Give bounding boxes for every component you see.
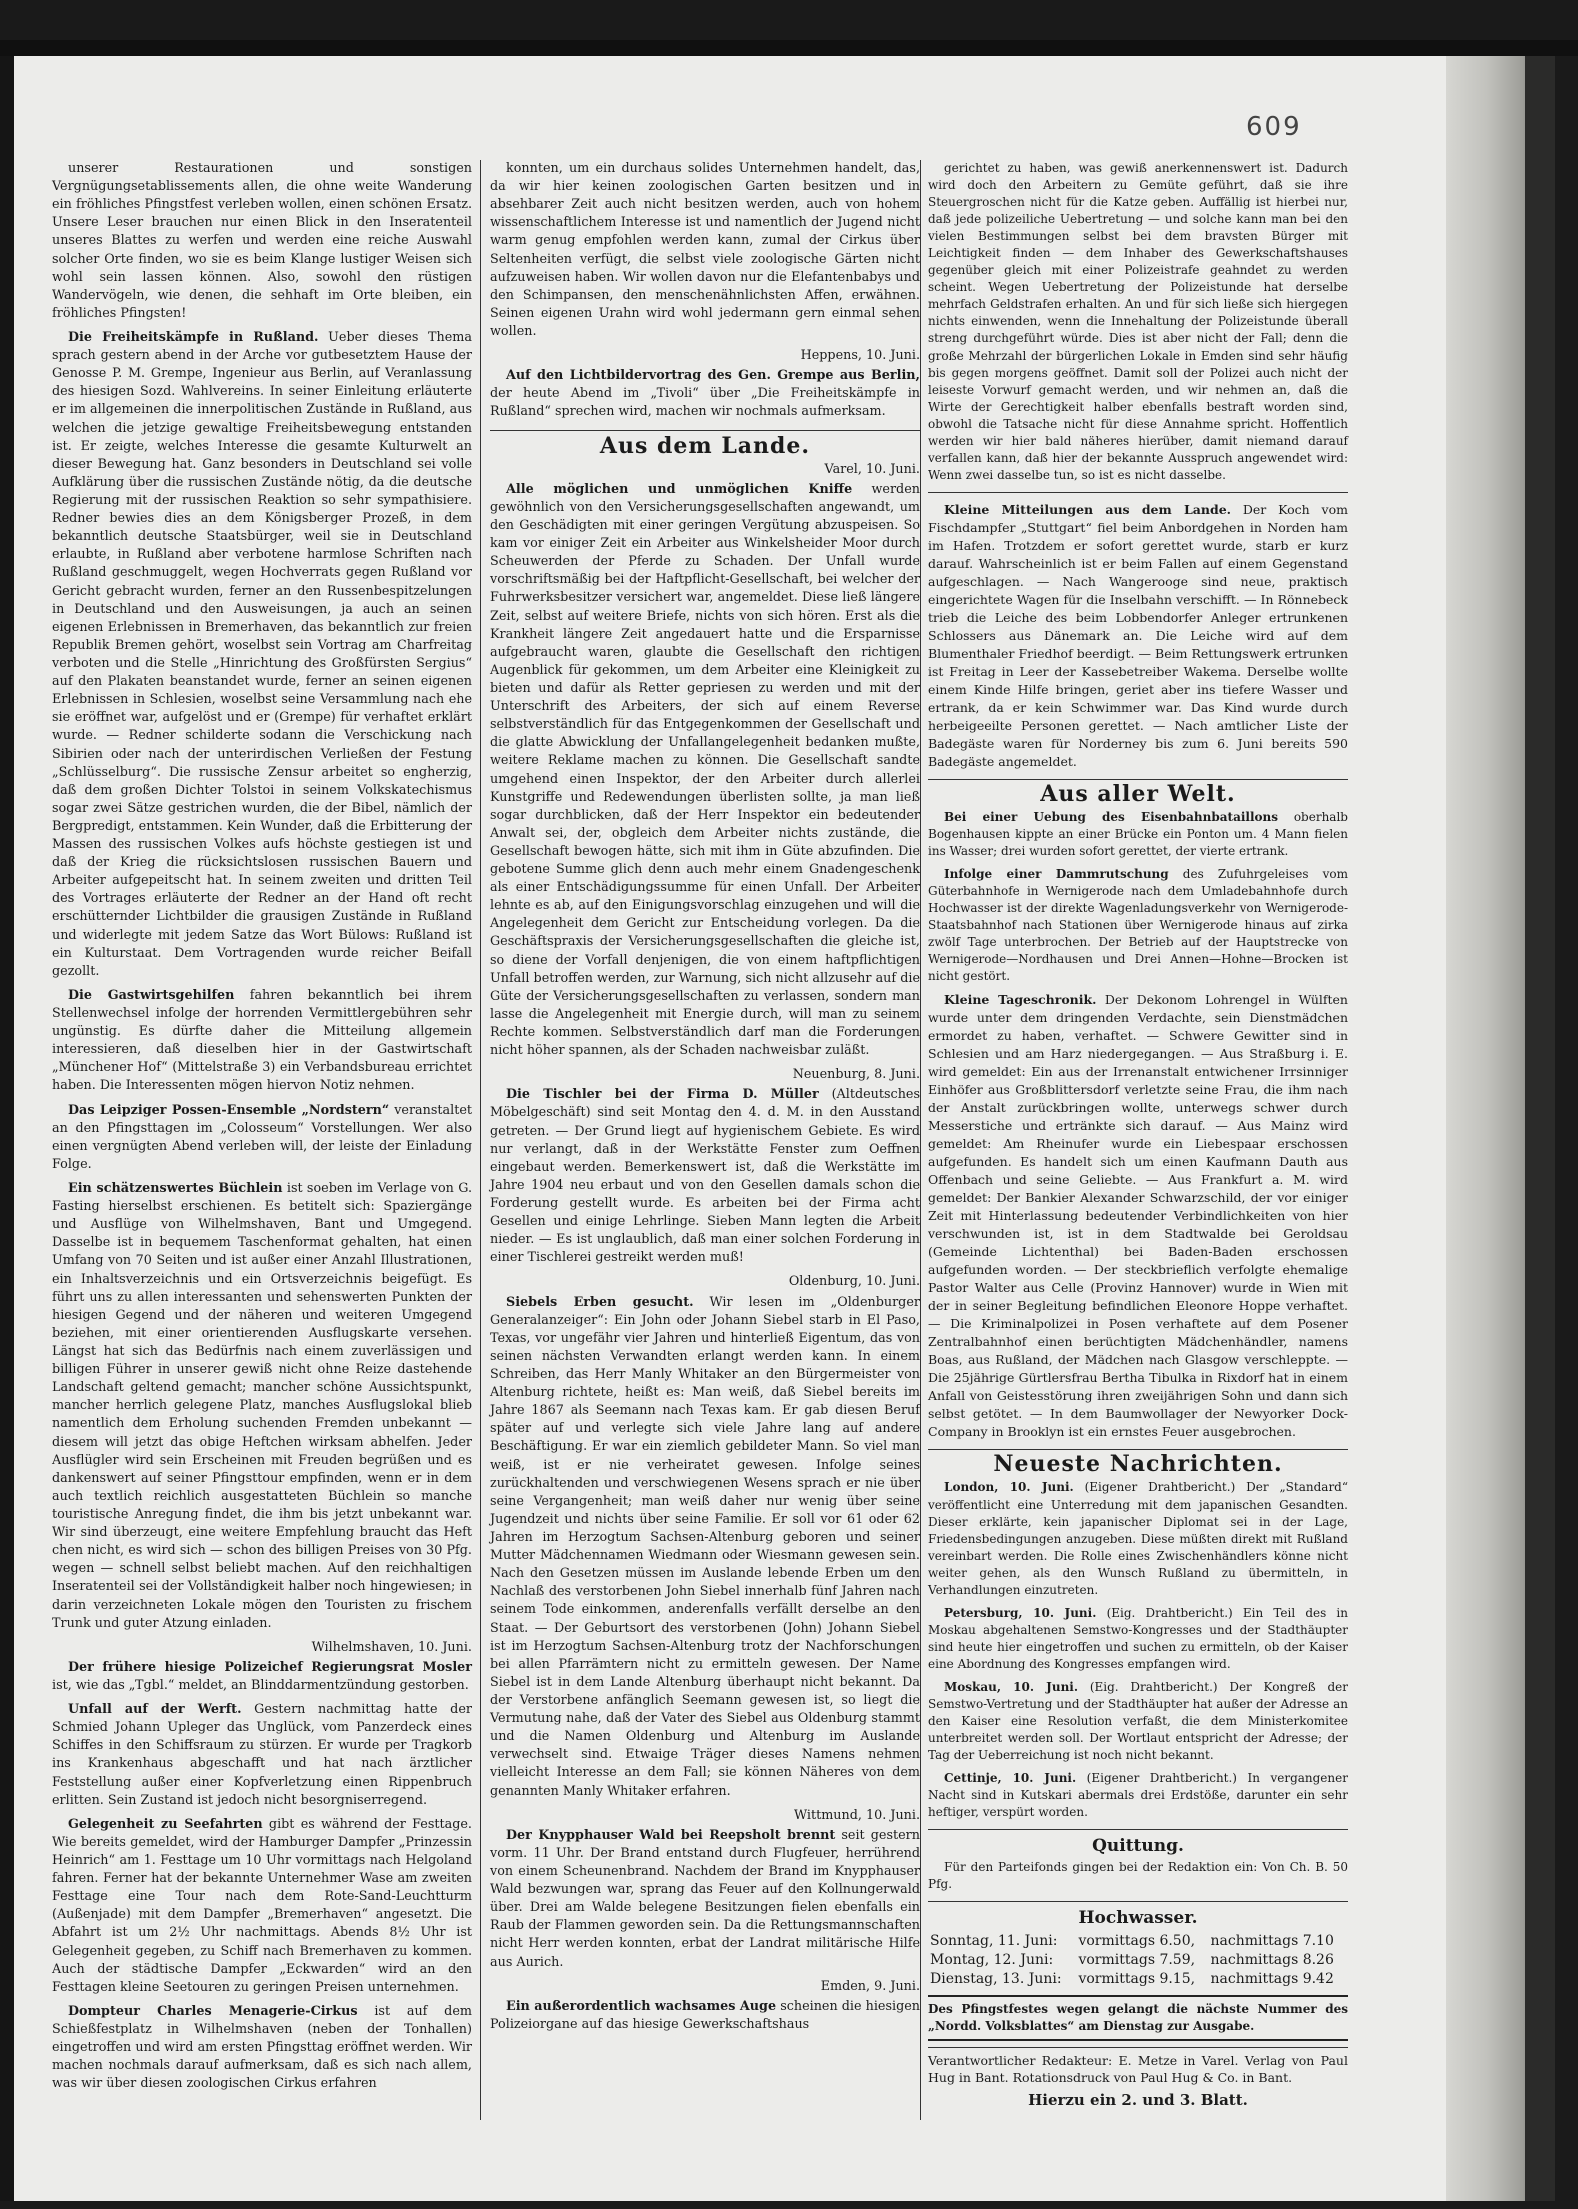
hochwasser-heading: Hochwasser. <box>1078 1908 1198 1929</box>
article <box>490 367 920 421</box>
article-text: des Zufuhrgeleises vom Güterbahnhofe in Wernigerode nach dem Umladebahnhofe durch Hochwasser ist der direkte Wagenladungsverkehr von Wernigerode-Staatsbahnhof nach Stationen über Wernigerode hinaus auf zirka zwölf Tage unterbrochen. Der Betrieb auf der Hauptstrecke von Wernigerode—Nordhausen und Drei Annen—Hohne—Brocken ist nicht gestört. <box>928 867 1348 984</box>
article <box>928 809 1348 860</box>
article-text: Wir lesen im „Oldenburger Generalanzeiger“: Ein John oder Johann Siebel starb in El Paso, Texas, vor ungefähr vier Jahren und hinterließ Eigentum, das von seinen nächsten Verwandten erlangt werden kann. In einem Schreiben, das Herr Manly Whitaker an den Bürgermeister von Altenburg richtete, heißt es: Man weiß, daß Siebel bereits im Jahre 1867 als Seemann nach Texas kam. Er gab diesen Beruf später auf und verlegte sich viele Jahre lang auf andere Beschäftigung. Er war ein ziemlich gebildeter Mann. So viel man weiß, ist er nie verheiratet gewesen. Infolge seines zurückhaltenden und verschwiegenen Wesens sprach er nie über seine Vergangenheit; man weiß daher nur wenig über seine Jugendzeit und nichts über seine Familie. Er soll vor 61 oder 62 Jahren im Herzogtum Sachsen-Altenburg geboren und seiner Mutter Mädchennamen Wiedmann oder Wiesmann gewesen sein. Nach den Gesetzen müssen im Auslande lebende Erben um den Nachlaß des verstorbenen John Siebel innerhalb fünf Jahren nach seinem Tode einkommen, anderenfalls verfällt derselbe an den Staat. — Der Geburtsort des verstorbenen (John) Johann Siebel ist im Herzogtum Sachsen-Altenburg trotz der Nachforschungen bei allen Pfarrämtern nicht zu ermitteln gewesen. Der Name Siebel ist in dem Lande Altenburg überhaupt nicht bekannt. Da der Verstorbene anfänglich Seemann gewesen ist, so liegt die Vermutung nahe, daß der Vater des Siebel aus Oldenburg stammt und die Namen Oldenburg und Altenburg im Auslande verwechselt sind. Etwaige Träger dieses Namens nehmen vielleicht Interesse an dem Fall; sie können Näheres von dem genannten Manly Whitaker erfahren. <box>490 1294 920 1799</box>
article-text: Der Koch vom Fischdampfer „Stuttgart“ fiel beim Anbordgehen in Norden ham im Hafen. Trotzdem er sofort gerettet wurde, starb er kurz darauf. Wahrscheinlich ist er beim Fallen auf einem Gegenstand aufgeschlagen. — Nach Wangerooge sind neue, praktisch eingerichtete Wagen für die Inselbahn verschifft. — In Rönnebeck trieb die Leiche des beim Lobbendorfer Anleger ertrunkenen Schlossers aus Dänemark an. Die Leiche wird auf dem Blumenthaler Friedhof beerdigt. — Beim Rettungswerk ertrunken ist Freitag in Leer der Kassebetreiber Wakema. Derselbe wollte einem Kinde Hilfe bringen, geriet aber ins tiefere Wasser und ertrank, da er kein Schwimmer war. Das Kind wurde durch herbeigeeilte Personen gerettet. — Nach amtlicher Liste der Badegäste waren für Norderney bis zum 6. Juni bereits 590 Badegäste angemeldet. <box>928 501 1348 769</box>
article-headline: Bei einer Uebung des Eisenbahnbataillons <box>944 809 1279 824</box>
article <box>52 1180 472 1633</box>
article-text: (Altdeutsches Möbelgeschäft) sind seit Montag den 4. d. M. in den Ausstand getreten. — Der Grund liegt auf hygienischem Gebiete. Es wird nur verlangt, daß in der Werkstätte Fenster zum Oeffnen eingebaut werden. Bemerkenswert ist, daß die Werkstätte im Jahre 1904 neu erbaut und von den Gesellen damals schon die Forderung gestellt wurde. Es arbeiten bei der Firma acht Gesellen und einige Lehrlinge. Sieben Mann legten die Arbeit nieder. — Es ist unglaublich, daß man einer solchen Forderung in einer Tischlerei gestreikt werden muß! <box>490 1087 920 1266</box>
article <box>490 481 920 1061</box>
hw-day: Montag, 12. Juni: <box>930 1951 1054 1968</box>
article-text: fahren bekanntlich bei ihrem Stellenwechsel infolge der horrenden Vermittlergebühren sehr ungünstig. Es dürfte daher die Mitteilung allgemein interessieren, daß dieselben hier in der Gastwirtschaft „Münchener Hof“ (Mittelstraße 3) ein Verbandsbureau errichtet haben. Die Interessenten mögen hiervon Notiz nehmen. <box>52 987 472 1094</box>
book-spine-shadow <box>1525 56 1555 2201</box>
article <box>52 1102 472 1174</box>
article-text: (Eig. Drahtbericht.) Ein Teil des in Moskau abgehaltenen Semstwo-Kongresses und der Stadthäupter sind heute hier eingetroffen und suchen zu ermitteln, ob der Kaiser eine Abordnung des Kongresses empfangen wird. <box>928 1605 1348 1671</box>
quittung-text: Für den Parteifonds gingen bei der Redaktion ein: Von Ch. B. 50 Pfg. <box>928 1860 1348 1892</box>
scan-frame-top <box>0 40 1578 56</box>
hw-morning: vormittags 7.59, <box>1078 1951 1196 1968</box>
hw-morning: vormittags 9.15, <box>1078 1970 1196 1987</box>
divider <box>928 492 1348 493</box>
hw-day: Sonntag, 11. Juni: <box>930 1932 1058 1949</box>
article-headline: Die Gastwirtsgehilfen <box>68 987 235 1003</box>
article <box>490 1294 920 1801</box>
article-headline: Cettinje, 10. Juni. <box>944 1771 1077 1786</box>
hw-afternoon: nachmittags 9.42 <box>1210 1970 1334 1987</box>
article-text: werden gewöhnlich von den Versicherungsgesellschaften angewandt, um den Geschädigten mit einer geringen Vergütung abzuspeisen. So kam vor einiger Zeit ein Arbeiter aus Winkelsheider Moor durch Scheuwerden der Pferde zu Schaden. Der Unfall wurde vorschriftsmäßig bei der Haftpflicht-Gesellschaft, bei welcher der Fuhrwerksbesitzer versichert war, angemeldet. Diese ließ längere Zeit, selbst auf weitere Briefe, nichts von sich hören. Erst als die Krankheit längere Zeit angedauert hatte und die Ersparnisse aufgebraucht waren, glaubte die Gesellschaft den richtigen Augenblick für gekommen, um dem Arbeiter eine Kleinigkeit zu bieten und dafür als Retter gepriesen zu werden und mit der Unterschrift des Arbeiters, der sich auf einem Reverse selbstverständlich für das Entgegenkommen der Gesellschaft und die glatte Abwicklung der Unfallangelegenheit bedanken mußte, weitere Reklame machen zu können. Die Gesellschaft sandte umgehend einen Inspektor, der den Arbeiter durch allerlei Kunstgriffe und Redewendungen überlisten sollte, ja man ließ sogar durchblicken, daß der Herr Inspektor ein bedeutender Anwalt sei, der, obgleich dem Arbeiter nichts zuständе, die Gesellschaft bewogen hätte, sich mit ihm in Güte abzufinden. Die gebotene Summe glich denn auch mehr einem Gnadengeschenk als einer Entschädigungssumme für einen Unfall. Der Arbeiter lehnte es ab, auf den Einigungsvorschlag einzugehen und will die Angelegenheit dem Gericht zur Entscheidung vorlegen. Da die Geschäftspraxis der Versicherungsgesellschaften die gleiche ist, so diene der Vorfall denjenigen, die von einem haftpflichtigen Unfall betroffen werden, zur Warnung, sich nicht allzusehr auf die Güte der Versicherungsgesellschaften zu verlassen, sondern man lasse die Angelegenheit mit Energie durch, will man zu seinem Rechte kommen. Selbstverständlich darf man die Forderungen nicht höher spannen, als der Schaden nachweisbar zuläßt. <box>490 481 920 1059</box>
table-row <box>928 1932 1348 1951</box>
article-headline: Alle möglichen und unmöglichen Kniffe <box>506 481 853 497</box>
divider <box>928 1901 1348 1902</box>
article <box>52 987 472 1096</box>
dateline: Wittmund, 10. Juni. <box>794 1807 920 1823</box>
article <box>928 1605 1348 1673</box>
article <box>490 1086 920 1267</box>
article-text: oberhalb Bogenhausen kippte an einer Brücke ein Ponton um. 4 Mann fielen ins Wasser; drei wurden sofort gerettet, der vierte ertrank. <box>928 809 1348 859</box>
article-headline: Petersburg, 10. Juni. <box>944 1605 1097 1620</box>
article-headline: Siebels Erben gesucht. <box>506 1294 694 1310</box>
article <box>52 1816 472 1997</box>
hw-morning: vormittags 6.50, <box>1078 1932 1196 1949</box>
article <box>52 1701 472 1810</box>
section-heading: Aus aller Welt. <box>928 779 1348 803</box>
article-headline: Kleine Mitteilungen aus dem Lande. <box>944 501 1231 517</box>
article <box>928 1679 1348 1764</box>
article-headline: Der Knypphauser Wald bei Reepsholt brennt <box>506 1827 836 1843</box>
article <box>928 501 1348 771</box>
article <box>490 1827 920 1972</box>
article-text: ist soeben im Verlage von G. Fasting hierselbst erschienen. Es betitelt sich: Spaziergänge und Ausflüge von Wilhelmshaven, Bant und Umgegend. Dasselbe ist in bequemem Taschenformat gehalten, hat einen Umfang von 70 Seiten und ist außer einer Anzahl Illustrationen, ein Inhaltsverzeichnis und ein Ortsverzeichnis beigefügt. Es führt uns zu allen interessanten und sehenswerten Punkten der hiesigen Gegend und der näheren und weiteren Umgegend beziehen, mit einer orientierenden Ausflugskarte versehen. Längst hat sich das Bedürfnis nach einem zuverlässigen und billigen Führer in unserer gewiß nicht ohne Reize dastehende Landschaft geltend gemacht; mancher schöne Aussichtspunkt, mancher herrlich gelegene Platz, manches Ausflugslokal blieb namentlich dem Erholung suchenden Fremden unbekannt — diesem will jetzt das obige Heftchen wirksam abhelfen. Jeder Ausflügler wird sein Erscheinen mit Freuden begrüßen und es dankenswert auf seiner Pfingsttour empfinden, wenn er in dem auch textlich reichlich ausgestatteten Büchlein so manche touristische Anregung findet, die ihm bis jetzt unbekannt war. Wir sind überzeugt, eine weitere Empfehlung braucht das Heft chen nicht, es wird sich — schon des billigen Preises von 30 Pfg. wegen — schnell selbst beliebt machen. Auf den reichhaltigen Inseratenteil sei der Vollständigkeit halber noch hingewiesen; in darin verzeichneten Lokale mögen den Touristen zu frischem Trunk und guter Atzung einladen. <box>52 1181 472 1631</box>
article <box>928 1479 1348 1598</box>
article <box>490 1998 920 2034</box>
article-headline: Das Leipziger Possen-Ensemble „Nordstern“ <box>68 1102 390 1118</box>
article-headline: Die Tischler bei der Firma D. Müller <box>506 1087 819 1103</box>
article-text: Gestern nachmittag hatte der Schmied Johann Upleger das Unglück, vom Panzerdeck eines Schiffes in den Schiffsraum zu stürzen. Er wurde per Tragkorb ins Krankenhaus abgeschafft und hat nach ärztlicher Feststellung außer einer Kopfverletzung einen Rippenbruch erlitten. Sein Zustand ist jedoch nicht besorgniserregend. <box>52 1702 472 1808</box>
hochwasser-table <box>928 1932 1348 1989</box>
article-headline: Gelegenheit zu Seefahrten <box>68 1816 263 1832</box>
article-headline: Die Freiheitskämpfe in Rußland. <box>68 329 319 345</box>
article-headline: Auf den Lichtbildervortrag des Gen. Grempe aus Berlin, <box>506 368 920 384</box>
article-text: scheinen die hiesigen Polizeiorgane auf das hiesige Gewerkschaftshaus <box>490 1998 920 2032</box>
section-heading: Aus dem Lande. <box>490 430 920 455</box>
article-text: (Eig. Drahtbericht.) Der Kongreß der Semstwo-Vertretung und der Stadthäupter hat außer der Adresse an den Kaiser eine Resolution verfaßt, die dem Ministerkomitee unterbreitet werden soll. Der Wortlaut entspricht der Adresse; der Tag der Ueberreichung ist noch nicht bekannt. <box>928 1679 1348 1763</box>
divider <box>928 1829 1348 1830</box>
article <box>52 329 472 981</box>
article-text: seit gestern vorm. 11 Uhr. Der Brand entstand durch Flugfeuer, herrührend von einem Scheunenbrand. Nachdem der Brand im Knypphauser Wald bezwungen war, sprang das Feuer auf den Kollnungerwald über. Drei am Walde belegene Besitzungen fielen ebenfalls ein Raub der Flammen geworden sein. Da die Rettungsmannschaften nicht Herr werden konnten, erbat der Landrat militärische Hilfe aus Aurich. <box>490 1827 920 1970</box>
dateline: Wilhelmshaven, 10. Juni. <box>311 1639 472 1655</box>
article-text: Der Dekonom Lohrengel in Wülften wurde unter dem dringenden Verdachte, sein Dienstmädchen ermordet zu haben, verhaftet. — Schwere Gewitter sind in Schlesien und am Harz niedergegangen. — Aus Straßburg i. E. wird gemeldet: Ein aus der Irrenanstalt entwichener Irrsinniger Einhöfer aus Großblittersdorf verletzte seine Frau, die ihm nach der Anstalt zurückbringen wollte, unterwegs schwer durch Messerstiche und ertränkte sich darauf. — Aus Mainz wird gemeldet: Am Rheinufer wurde ein Liebespaar erschossen aufgefunden. Es handelt sich um einen Kaufmann Dauth aus Offenbach und seine Geliebte. — Aus Frankfurt a. M. wird gemeldet: Der Bankier Alexander Schwarzschild, der vor einiger Zeit mit Hinterlassung bedeutender Verbindlichkeiten von hier verschwunden ist, ist in dem Stadtwalde bei Geroldsau (Gemeinde Lichtenthal) bei Baden-Baden erschossen aufgefunden worden. — Der steckbrieflich verfolgte ehemalige Pastor Walter aus Celle (Provinz Hannover) wurde in Wien mit der in seiner Begleitung befindlichen Eleonore Hoppe verhaftet. — Die Kriminalpolizei in Posen verhaftete auf dem Posener Zentralbahnhof einen berüchtigten Mädchenhändler, namens Boas, aus Rußland, der Mädchen nach Glasgow verschleppte. — Die 25jährige Gürtlersfrau Bertha Tibulka in Rixdorf hat in einem Anfall von Geistesstörung ihren zweijährigen Sohn und dann sich selbst getötet. — In dem Baumwollager der Newyorker Dock-Company in Brooklyn ist ein ernstes Feuer ausgebrochen. <box>928 992 1348 1440</box>
dateline: Neuenburg, 8. Juni. <box>792 1067 920 1083</box>
article-text: ist auf dem Schießfestplatz in Wilhelmshaven (neben der Tonhallen) eingetroffen und wird am ersten Pfingsttag eröffnet werden. Wir machen nochmals darauf aufmerksam, daß es sich nach allem, was wir über diesen zoologischen Cirkus erfahren <box>52 2003 472 2092</box>
article-headline: Moskau, 10. Juni. <box>944 1679 1079 1694</box>
hw-afternoon: nachmittags 8.26 <box>1210 1951 1334 1968</box>
column-1 <box>52 160 472 2099</box>
section-heading: Neueste Nachrichten. <box>928 1449 1348 1473</box>
dateline: Emden, 9. Juni. <box>820 1978 920 1994</box>
article-headline: Dompteur Charles Menagerie-Cirkus <box>68 2003 358 2019</box>
article-text: gerichtet zu haben, was gewiß anerkennenswert ist. Dadurch wird doch den Arbeitern zu Gemüte geführt, daß sie ihre Steuergroschen nicht für die Katze geben. Auffällig ist hierbei nur, daß jede polizeiliche Uebertretung — und solche kann man bei den vielen Bestimmungen selbst bei dem bravsten Bürger mit Leichtigkeit finden — dem Inhaber des Gewerkschaftshauses gegenüber gleich mit einer Polizeistrafe geahndet zu werden scheint. Wegen Uebertretung der Polizeistunde hat derselbe mehrfach Geldstrafen erhalten. An und für sich ließe sich hiergegen nichts einwenden, wenn die Innehaltung der Polizeistunde überall streng durchgeführt würde. Dies ist aber nicht der Fall; denn die große Mehrzahl der bürgerlichen Lokale in Emden sind sehr häufig bis gegen morgens geöffnet. Damit soll der Polizei auch nicht der leiseste Vorwurf gemacht werden, und wir nehmen an, daß die Wirte der Gerechtigkeit halber ebenfalls bestraft worden sind, obwohl die Tatsache nicht für diese Annahme spricht. Hoffentlich werden wir hier bald näheres hierüber, damit niemand darauf verfallen kann, daß hier der bekannte Ausspruch angewendet wird: Wenn zwei dasselbe tun, so ist es nicht dasselbe. <box>928 161 1348 482</box>
column-rule <box>920 160 921 2120</box>
column-3 <box>928 160 1348 2109</box>
hw-day: Dienstag, 13. Juni: <box>930 1970 1062 1987</box>
article-text: der heute Abend im „Tivoli“ über „Die Freiheitskämpfe in Rußland“ sprechen wird, machen wir nochmals aufmerksam. <box>490 386 920 420</box>
quittung-heading: Quittung. <box>1092 1836 1184 1857</box>
article-headline: Ein schätzenswertes Büchlein <box>68 1181 283 1197</box>
article <box>928 866 1348 985</box>
article <box>52 2003 472 2094</box>
column-rule <box>480 160 481 2120</box>
table-row <box>928 1970 1348 1989</box>
hw-afternoon: nachmittags 7.10 <box>1210 1932 1334 1949</box>
imprint: Verantwortlicher Redakteur: E. Metze in Varel. Verlag von Paul Hug in Bant. Rotationsdruck von Paul Hug & Co. in Bant. <box>928 2047 1348 2086</box>
scan-frame-left <box>0 56 14 2201</box>
article-headline: Kleine Tageschronik. <box>944 992 1097 1008</box>
article <box>52 1659 472 1695</box>
article <box>928 1770 1348 1821</box>
article <box>928 991 1348 1441</box>
article-headline: Unfall auf der Werft. <box>68 1702 242 1718</box>
column-2 <box>490 160 920 2040</box>
dateline: Oldenburg, 10. Juni. <box>788 1274 920 1290</box>
article-headline: Ein außerordentlich wachsames Auge <box>506 1998 777 2014</box>
dateline: Heppens, 10. Juni. <box>800 348 920 364</box>
article-text: unserer Restaurationen und sonstigen Vergnügungsetablissements allen, die ohne weite Wanderung ein fröhliches Pfingstfest verleben wollen, einen schönen Ersatz. Unsere Leser brauchen nur einen Blick in den Inseratenteil unseres Blattes zu werfen und werden eine reiche Auswahl solcher Orte finden, wo sie es beim Klange lustiger Weisen sich wohl sein lassen können. Also, sowohl den rüstigen Wandervögeln, wie denen, die sehhaft im Orte bleiben, ein fröhliches Pfingsten! <box>52 161 472 321</box>
supplement-note: Hierzu ein 2. und 3. Blatt. <box>1028 2090 1248 2109</box>
page-number: 609 <box>1246 112 1302 142</box>
article-text: Ueber dieses Thema sprach gestern abend in der Arche vor gutbesetztem Hause der Genosse P. M. Grempe, Ingenieur aus Berlin, auf Veranlassung des hiesigen Sozd. Wahlvereins. In seiner Einleitung erläuterte er im allgemeinen die innerpolitischen Zustände in Rußland, aus welchen die jetzige gewaltige Freiheitsbewegung entstanden ist. Er zeigte, welches Interesse die gesamte Kulturwelt an dieser Bewegung hat. Ganz besonders in Deutschland sei volle Aufklärung über die russischen Zustände nötig, da die deutsche Regierung mit der russischen Reaktion so sehr sympathisiere. Redner bewies dies an dem Königsberger Prozeß, in dem bekanntlich deutsche Staatsbürger, weil sie in Deutschland erlaubte, in Rußland aber verbotene harmlose Schriften nach Rußland geschmuggelt, wegen Hochverrats gegen Rußland vor Gericht gebracht wurden, ferner an den Russenbespitzelungen in Deutschland und den Ausweisungen, ja auch an seinen eigenen Erlebnissen in Bremerhaven, das bekanntlich zur freien Republik Bremen gehört, woselbst sein Vortrag am Charfreitag verboten und die Stelle „Hinrichtung des Großfürsten Sergius“ auf den Plakaten beanstandet wurde, ferner an seinen eigenen Erlebnissen in Schlesien, woselbst seine Versammlung nach ehe sie eröffnet war, aufgelöst und er (Grempe) für verhaftet erklärt wurde. — Redner schilderte sodann die Verschickung nach Sibirien oder nach der unterirdischen Verließen der Festung „Schlüsselburg“. Die russische Zensur arbeitet so engherzig, daß dem großen Dichter Tolstoi in seinem Volkskatechismus sogar zwei Sätze gestrichen wurden, die der Bibel, nämlich der Bergpredigt, entstammen. Kein Wunder, daß die Erbitterung der Massen des russischen Volkes aufs höchste gestiegen ist und daß der Krieg die rücksichtslosen russischen Bauern und Arbeiter aufgepeitscht hat. In seinem zweiten und dritten Teil des Vortrages erläuterte der Redner an der Hand oft recht erschütternder Lichtbilder die grausigen Zustände in Rußland und widerlegte mit jedem Satze das Wort Bülows: Rußland ist ein Kulturstaat. Dem Vortragenden wurde reicher Beifall gezollt. <box>52 329 472 979</box>
article-headline: Der frühere hiesige Polizeichef Regierungsrat Mosler <box>68 1659 472 1675</box>
notice-box <box>928 1995 1348 2041</box>
article-text: veranstaltet an den Pfingsttagen im „Colosseum“ Vorstellungen. Wer also einen vergnügten Abend verleben will, der leiste der Einladung Folge. <box>52 1102 472 1172</box>
article-headline: London, 10. Juni. <box>944 1480 1074 1495</box>
article-text: (Eigener Drahtbericht.) Der „Standard“ veröffentlicht eine Unterredung mit dem japanischen Gesandten. Dieser erklärte, kein japanischer Diplomat sei in der Lage, Friedensbedingungen anzugeben. Diese müßten direkt mit Rußland vereinbart werden. Die Rolle eines Zwischenhändlers könne nicht weiter gehen, als den Wunsch Rußland zu übermitteln, in Verhandlungen einzutreten. <box>928 1480 1348 1597</box>
article-text: (Eigener Drahtbericht.) In vergangener Nacht sind in Kutskari abermals drei Erdstöße, darunter ein sehr heftiger, verspürt worden. <box>928 1771 1348 1820</box>
article-text: konnten, um ein durchaus solides Unternehmen handelt, das, da wir hier keinen zoologischen Garten besitzen und in absehbarer Zeit auch nicht besitzen werden, auch von hohem wissenschaftlichem Interesse ist und namentlich der Jugend nicht warm genug empfohlen werden kann, zumal der Cirkus über Seltenheiten verfügt, die selbst viele zoologische Gärten nicht aufzuweisen haben. Wir wollen davon nur die Elefantenbabys und den Schimpansen, den menschenähnlichsten Affen, erwähnen. Seinen eigenen Urahn wird wohl jedermann gern einmal sehen wollen. <box>490 161 920 339</box>
notice-text: Des Pfingstfestes wegen gelangt die nächste Nummer des „Nordd. Volksblattes“ am Dienstag zur Ausgabe. <box>928 2001 1348 2033</box>
article-text: gibt es während der Festtage. Wie bereits gemeldet, wird der Hamburger Dampfer „Prinzessin Heinrich“ am 1. Festtage um 10 Uhr vormittags nach Helgoland fahren. Ferner hat der bekannte Unternehmer Wase am zweiten Festtage eine Tour nach dem Rote-Sand-Leuchtturm (Außenjade) mit dem Dampfer „Bremerhaven“ angesetzt. Die Abfahrt ist um 2½ Uhr nachmittags. Abends 8½ Uhr ist Gelegenheit gegeben, zu Schiff nach Bremerhaven zu kommen. Auch der städtische Dampfer „Eckwarden“ wird an den Festtagen kleine Seetouren zu geringen Preisen unternehmen. <box>52 1816 472 1995</box>
dateline: Varel, 10. Juni. <box>824 461 920 477</box>
article-text: ist, wie das „Tgbl.“ meldet, an Blinddarmentzündung gestorben. <box>52 1677 469 1693</box>
article-headline: Infolge einer Dammrutschung <box>944 867 1169 882</box>
table-row <box>928 1951 1348 1970</box>
